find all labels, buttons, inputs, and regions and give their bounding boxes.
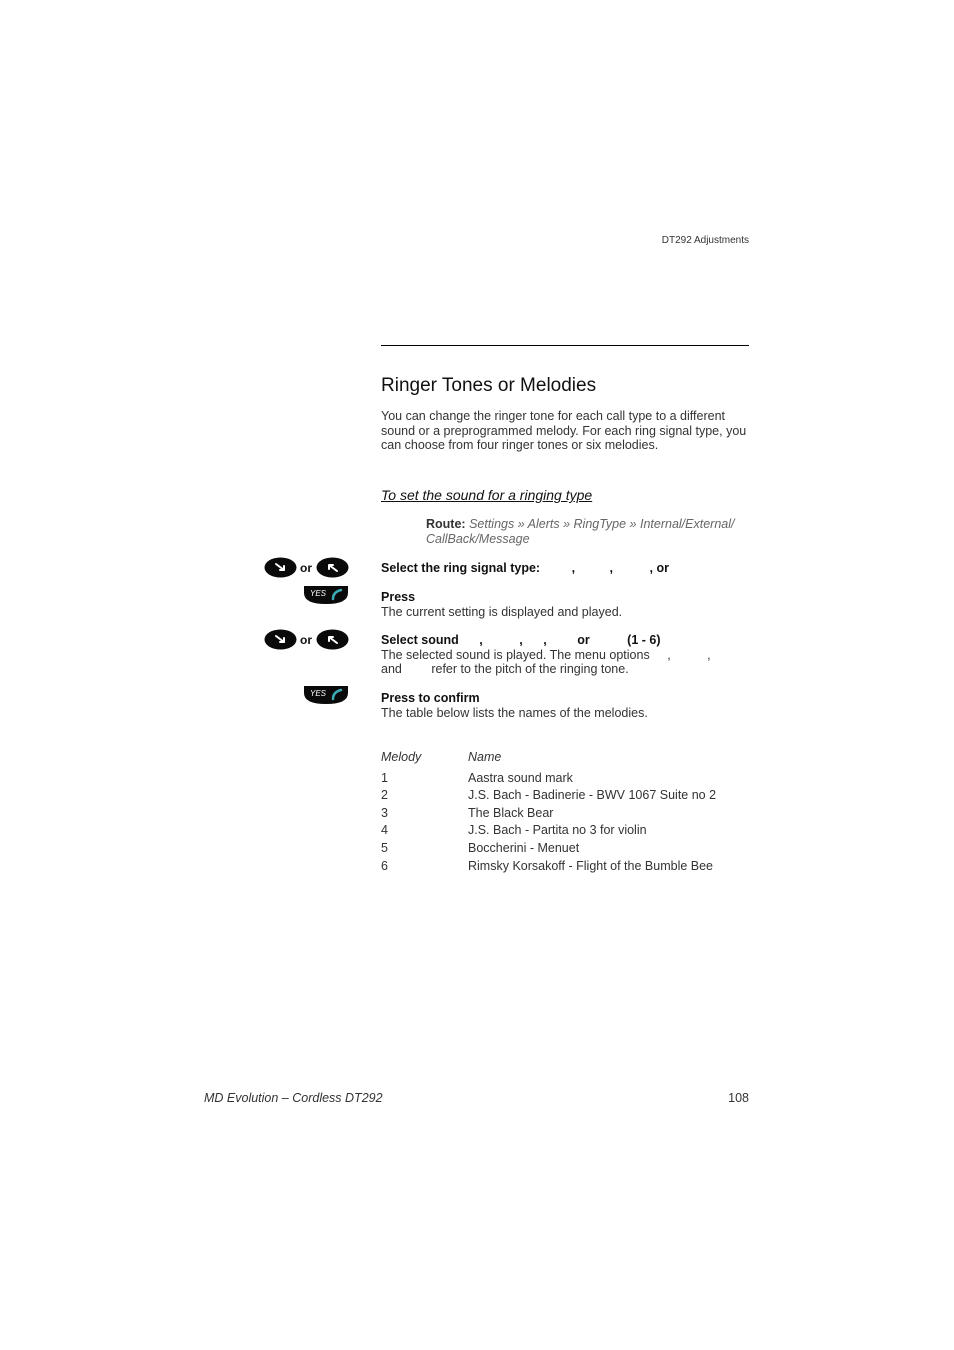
step2-title: Press [381,590,416,604]
procedure-heading: To set the sound for a ringing type [381,487,593,503]
step-press-confirm [381,691,753,720]
table-cell-name: J.S. Bach - Badinerie - BWV 1067 Suite no 2 [468,788,717,802]
route-path [426,517,756,547]
table-header-melody: Melody [381,750,422,764]
page-title: Ringer Tones or Melodies [381,375,597,396]
table-cell-num: 6 [381,859,388,873]
table-cell-num: 3 [381,806,388,820]
footer-doc-title: MD Evolution – Cordless DT292 [204,1091,383,1105]
table-cell-name: Aastra sound mark [468,771,573,785]
route-label: Route: [426,517,466,531]
table-cell-name: Boccherini - Menuet [468,841,580,855]
step4-title: Press to confirm [381,691,480,705]
table-cell-num: 5 [381,841,388,855]
yes-key-label: YES [310,589,327,598]
step3-desc: The selected sound is played. The menu options , , and refer to the pitch of the ringing tone. [381,647,711,676]
page-number: 108 [728,1091,749,1105]
table-cell-name: J.S. Bach - Partita no 3 for violin [468,823,647,837]
table-cell-num: 4 [381,823,388,837]
route-value: Settings » Alerts » RingType » Internal/External/ CallBack/Message [426,517,735,546]
intro-paragraph: You can change the ringer tone for each call type to a different sound or a preprogrammed melody. For each ring signal type, you can choose from four ringer tones or six melodies. [381,409,747,453]
step3-title: Select sound [381,633,459,647]
table-cell-name: Rimsky Korsakoff - Flight of the Bumble Bee [468,859,714,873]
up-arrow-key-icon [316,557,349,578]
down-arrow-key-icon [264,557,297,578]
table-cell-name: The Black Bear [468,806,554,820]
step4-desc: The table below lists the names of the melodies. [381,705,648,720]
divider-line [381,345,749,346]
step2-desc: The current setting is displayed and played. [381,604,623,619]
section-header: DT292 Adjustments [661,235,749,246]
step-select-sound: Select sound , , , or (1 - 6) The selected sound is played. The menu options , , and refer to the pitch of the ringing tone. [381,633,711,676]
or-label: or [300,633,312,647]
up-arrow-key-icon [316,629,349,650]
yes-key-icon [303,684,349,705]
yes-key-label: YES [310,689,327,698]
step-select-ring-type: Select the ring signal type: , , , or [381,561,669,575]
table-cell-num: 1 [381,771,388,785]
yes-key-icon [303,584,349,605]
step1-title: Select the ring signal type: [381,561,541,575]
table-header-name: Name [468,750,502,764]
down-arrow-key-icon [264,629,297,650]
or-label: or [300,561,312,575]
step-press [381,590,753,619]
table-cell-num: 2 [381,788,388,802]
